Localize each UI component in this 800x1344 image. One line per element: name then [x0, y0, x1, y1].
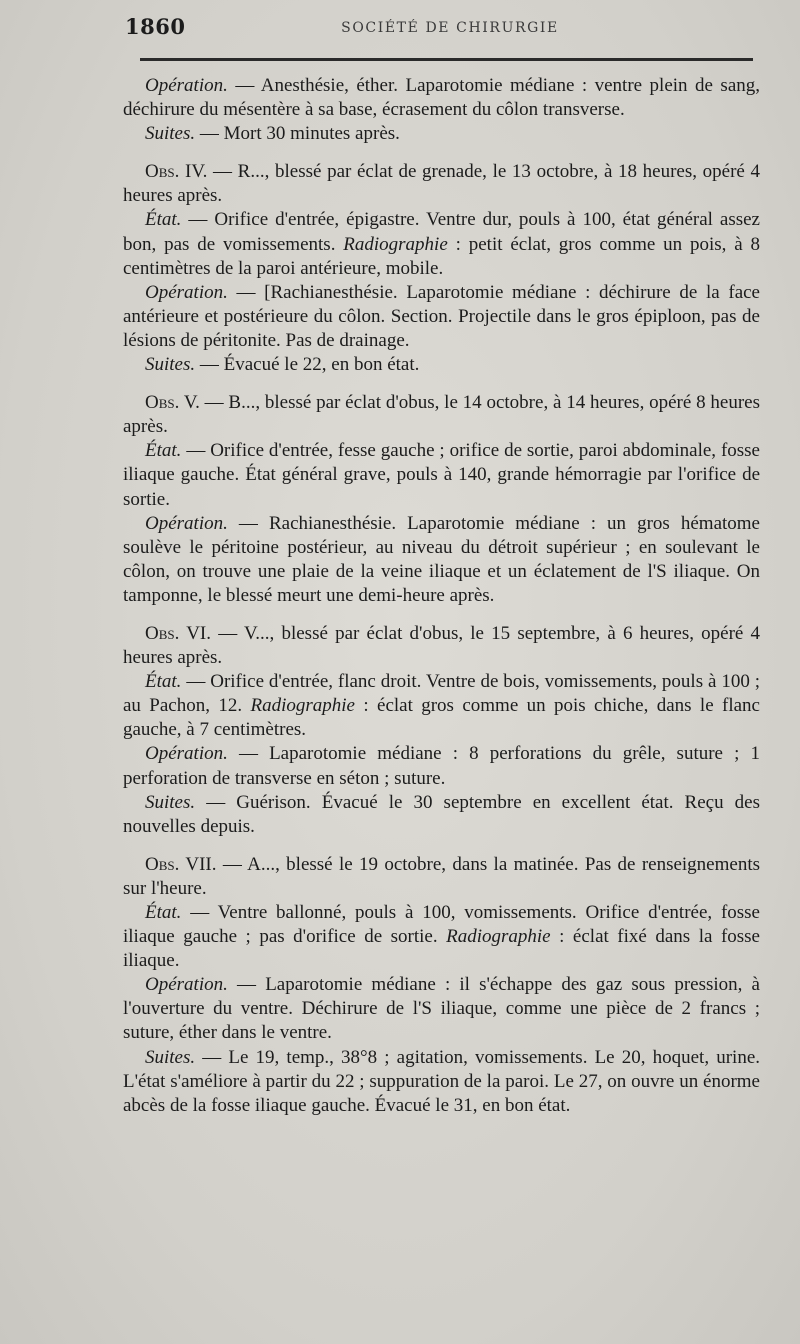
paragraph-text: — A..., blessé le 19 octobre, dans la matinée. Pas de renseignements sur l'heure.	[123, 853, 761, 899]
paragraph-text: : petit éclat, gros comme un pois, à 8 centimètres de la paroi antérieure, mobile.	[123, 233, 760, 279]
paragraph-label: État.	[145, 902, 182, 923]
paragraph-label: État.	[145, 671, 182, 693]
paragraph-emphasis: Radiographie	[343, 233, 448, 255]
paragraph-label: Opération.	[145, 281, 228, 303]
paragraph-text: — Laparotomie médiane : il s'échappe des gaz sous pression, à l'ouverture du ventre. Déchirure de l'S iliaque, comme une pièce de 2 francs ; suture, éther dans le ventre.	[123, 974, 760, 1044]
paragraph-text: — Évacué le 22, en bon état.	[195, 354, 420, 376]
paragraph	[123, 439, 760, 511]
observation-paragraph	[123, 853, 760, 901]
body-text	[123, 74, 760, 1118]
paragraph-text: : éclat gros comme un pois chiche, dans le flanc gauche, à 7 centimètres.	[123, 695, 760, 741]
paragraph-text: — Orifice d'entrée, épigastre. Ventre dur, pouls à 100, état général assez bon, pas de vomissements.	[123, 209, 760, 255]
observation-label: Obs. IV.	[145, 161, 208, 183]
paragraph	[123, 512, 760, 608]
paragraph-label: État.	[145, 440, 182, 462]
running-head: SOCIÉTÉ DE CHIRURGIE	[341, 20, 559, 36]
paragraph-label: Suites.	[145, 791, 196, 813]
paragraph-text: — Orifice d'entrée, flanc droit. Ventre de bois, vomissements, pouls à 100 ; au Pachon, 12.	[123, 671, 760, 717]
observation-paragraph	[123, 391, 760, 439]
paragraph-text: : éclat fixé dans la fosse iliaque.	[123, 926, 760, 972]
paragraph	[123, 74, 760, 122]
paragraph-label: Opération.	[145, 974, 228, 996]
observation-paragraph	[123, 160, 760, 208]
paragraph	[123, 281, 760, 353]
paragraph-text: — Laparotomie médiane : 8 perforations du grêle, suture ; 1 perforation de transverse en séton ; suture.	[123, 743, 760, 789]
paragraph	[123, 742, 760, 790]
paragraph-label: État.	[145, 209, 182, 231]
paragraph-text: — Ventre ballonné, pouls à 100, vomissements. Orifice d'entrée, fosse iliaque gauche ; pas d'orifice de sortie.	[123, 902, 760, 948]
paragraph-text: — [Rachianesthésie. Laparotomie médiane : déchirure de la face antérieure et postérieure du côlon. Section. Projectile dans le gros épiploon, pas de lésions de péritonite. Pas de drainage.	[123, 281, 760, 351]
page-number: 1860	[125, 14, 186, 39]
header-rule	[140, 58, 753, 61]
paragraph-label: Opération.	[145, 75, 228, 96]
paragraph-text: — Orifice d'entrée, fesse gauche ; orifice de sortie, paroi abdominale, fosse iliaque gauche. État général grave, pouls à 140, grande hémorragie par l'orifice de sortie.	[123, 440, 760, 510]
paragraph	[123, 670, 760, 742]
paragraph	[123, 353, 760, 377]
observation-label: Obs. VI.	[145, 622, 212, 644]
paragraph-text: — B..., blessé par éclat d'obus, le 14 octobre, à 14 heures, opéré 8 heures après.	[123, 392, 760, 438]
paragraph-emphasis: Radiographie	[250, 695, 355, 717]
paragraph-label: Suites.	[145, 354, 196, 376]
observation-label: Obs. V.	[145, 392, 200, 414]
paragraph-text: — Anesthésie, éther. Laparotomie médiane : ventre plein de sang, déchirure du mésentère à sa base, écrasement du côlon transverse.	[123, 75, 760, 121]
paragraph	[123, 973, 760, 1045]
paragraph-text: — Mort 30 minutes après.	[195, 123, 400, 145]
paragraph-text: — R..., blessé par éclat de grenade, le 13 octobre, à 18 heures, opéré 4 heures après.	[123, 161, 760, 207]
paragraph	[123, 1046, 760, 1118]
paragraph	[123, 122, 760, 146]
paragraph-text: — Le 19, temp., 38°8 ; agitation, vomissements. Le 20, hoquet, urine. L'état s'améliore à partir du 22 ; suppuration de la paroi. Le 27, on ouvre un énorme abcès de la fosse iliaque gauche. Évacué le 31, en bon état.	[123, 1046, 760, 1116]
observation-label: Obs. VII.	[145, 853, 217, 875]
paragraph-emphasis: Radiographie	[446, 926, 551, 948]
page-header	[0, 14, 800, 46]
paragraph-text: — Rachianesthésie. Laparotomie médiane : un gros hématome soulève le péritoine postérieur, au niveau du détroit supérieur ; en soulevant le côlon, on trouve une plaie de la veine iliaque et un éclatement de l'S iliaque. On tamponne, le blessé meurt une demi-heure après.	[123, 512, 760, 606]
paragraph-label: Opération.	[145, 743, 228, 765]
paragraph-label: Opération.	[145, 512, 228, 534]
paragraph-label: Suites.	[145, 1046, 196, 1068]
paragraph-text: — Guérison. Évacué le 30 septembre en excellent état. Reçu des nouvelles depuis.	[123, 791, 760, 837]
paragraph	[123, 901, 760, 973]
paragraph-label: Suites.	[145, 123, 196, 145]
paragraph	[123, 791, 760, 839]
paragraph	[123, 208, 760, 280]
paragraph-text: — V..., blessé par éclat d'obus, le 15 septembre, à 6 heures, opéré 4 heures après.	[123, 622, 761, 669]
observation-paragraph	[123, 622, 760, 670]
